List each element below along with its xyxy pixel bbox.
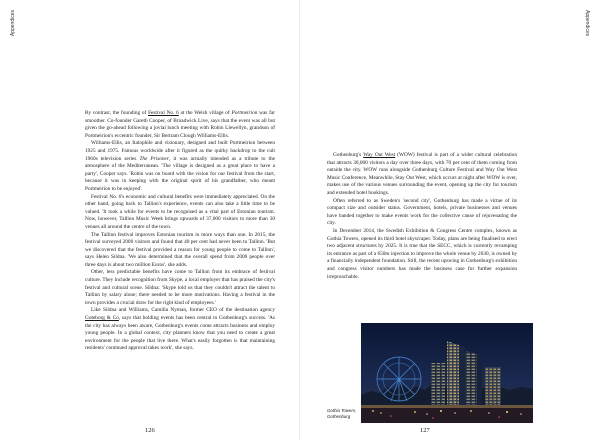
- page-number-left: 126: [145, 427, 155, 434]
- text-run: was far smoother. Co-founder Gareth Cooper, of Broadwick Live, says that the event was all but given the go-ahead following a jovial lunch meeting with Robin Llewellyn, grandson of Portmeirion's eccentric founder, Sir Bertram Clough Williams-Ellis.: [85, 110, 276, 139]
- running-head-left: Appendices: [10, 10, 16, 37]
- text-run: Williams-Ellis, an Italophile and visionary, designed and built Portmeirion between 1925 and 1975. Famous worldwide after it figured as the quirky backdrop to the cult 1960s television series: [85, 140, 275, 162]
- text-run: Like Sildna and Williams, Camilla Nyman, former CEO of the destination agency: [91, 307, 275, 314]
- paragraph: [85, 110, 275, 140]
- text-run: (WOW) festival is part of a wider cultural celebration that attracts 30,000 visitors a day over three days, with 70 per cent of them coming from outside the city. WOW runs alongside Gothenburg Culture Festival and Way Out West Music Conference, Meanwhile, Stay Out West, which occurs at night after WOW is over, makes use of the various venues surrounding the event, opening up the city for tourism and extended hotel bookings.: [327, 152, 517, 196]
- paragraph: Festival No. 6's economic and cultural benefits were immediately appreciated. On the other hand, going back to Tallinn's experience, events can also take a little time to be valued. 'It took a while for events to be recognised as a vital part of Estonian tourism. Now, however, Tallinn Music Week brings upwards of 37,000 visitors to more than 30 venues all around the centre of the town.: [85, 193, 275, 230]
- text-run: at the Welsh village of: [178, 110, 232, 116]
- paragraph: Often referred to as Sweden's 'second city', Gothenburg has made a virtue of its compact size and outsider status. Government, hotels, private businesses and venues have banded together to make events work for the collective cause of rejuvenating the city.: [327, 197, 517, 227]
- text-run: By contrast, the founding of: [85, 110, 149, 116]
- right-page-body: [327, 152, 517, 281]
- way-out-west-link[interactable]: Way Out West: [363, 152, 396, 158]
- night-skyline-illustration: [361, 323, 533, 423]
- goteborg-co-link[interactable]: Goteborg & Co: [85, 315, 119, 322]
- paragraph: [85, 140, 275, 193]
- emphasis: The Prisoner: [139, 155, 169, 162]
- emphasis: Portmeirion: [231, 110, 258, 116]
- running-head-right: Appendices: [584, 10, 590, 37]
- text-run: , says that holding events has been central to Gothenburg's success. 'As the city has always been aware, Gothenburg's events come attracts business and employ young people. In a global context, city planners know that you need to create a great environment for the people that live there. What's easily forgotten is that maintaining residents' continued approval takes work', she says.: [85, 315, 275, 352]
- paragraph: [327, 152, 517, 198]
- left-page-body: [85, 110, 275, 353]
- paragraph: In December 2014, the Swedish Exhibition & Congress Centre complex, known as Gothia Towers, opened its third hotel skyscraper. Today, plans are being finalised to erect two adjacent structures by 2025. It is true that the SECC, which is currently revamping its entrance as part of a 650m injection to improve the whole venue by 2030, is owned by a financially independent foundation. Still, the recent upswing in Gothenburg's exhibition and congress visitor numbers has made the business case for further expansion irreproachable.: [327, 227, 517, 280]
- gothia-towers-photo: [361, 323, 533, 423]
- page-number-right: 127: [420, 427, 430, 434]
- text-run: , it was actually intended as a tribute to the atmosphere of the Mediterranean. 'The village is designed as a great place to have a party', Cooper says. 'Robin was on board with the vision for our festival from the start, because it was in keeping with the original spirit of his grandfather, who meant Portmeirion to be enjoyed'.: [85, 155, 276, 192]
- paragraph: Other, less predictable benefits have come to Tallinn from its embrace of festival culture. They include recognition from Skype, a local employer that has praised the city's festival and cultural scene. Sildna: 'Skype told us that they couldn't attract the talent to Tallinn by salary alone; there needed to be more motivations. Having a festival in the town provides a crucial draw for the right kind of employees.': [85, 269, 275, 306]
- photo-caption: Gothia Towers, Gothenburg: [327, 408, 357, 419]
- text-run: Gothenburg's: [333, 152, 364, 158]
- paragraph: The Tallinn festival improves Estonian tourism in more ways than one. In 2015, the festival surveyed 2000 visitors and found that 40 per cent had never been to Tallinn. 'But we discovered that the festival provided a reason for young people to come to Tallinn', says Helen Sildna. 'We also determined that the overall spend from 2000 people over three days is about two million Euros', she adds.: [85, 231, 275, 268]
- paragraph: [85, 307, 275, 353]
- festival-no6-link[interactable]: Festival No. 6: [148, 110, 179, 116]
